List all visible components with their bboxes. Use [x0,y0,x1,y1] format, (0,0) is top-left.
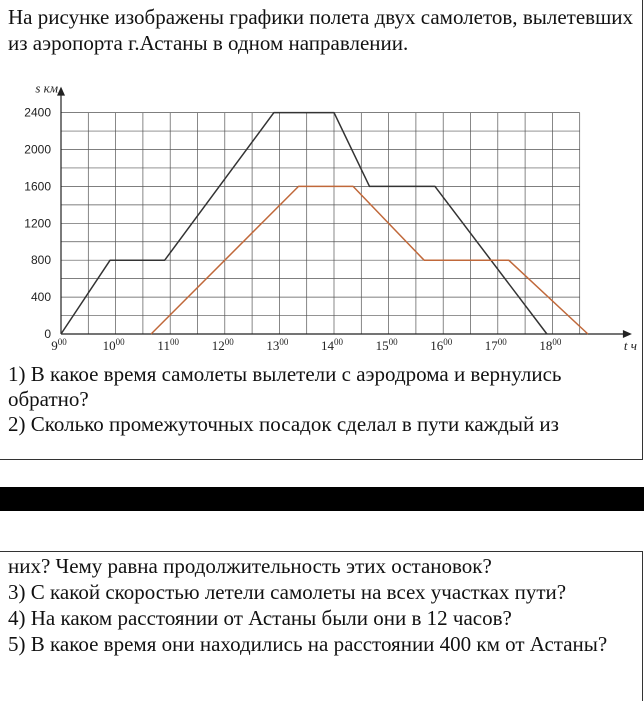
questions-top [8,362,633,437]
y-tick-label: 400 [30,290,51,305]
y-tick-label: 2000 [24,142,51,157]
y-tick-label: 1600 [24,179,51,194]
x-tick-label: $18^{00}$ [539,337,562,353]
y-axis-arrow [57,87,65,96]
x-tick-label: $10^{00}$ [102,337,125,353]
x-tick-label: $11^{00}$ [157,337,179,353]
x-tick-label: $15^{00}$ [375,337,398,353]
chart-labels [24,81,637,353]
y-tick-label: 0 [44,327,51,341]
x-tick-label: $17^{00}$ [484,337,507,353]
x-axis-arrow [623,330,632,338]
chart-grid [61,113,580,334]
question-1: 1) В какое время самолеты вылетели с аэродрома и вернулись обратно? [8,362,562,411]
questions-bottom [8,553,638,657]
black-divider [0,487,644,511]
intro-text: На рисунке изображены графики полета двух самолетов, вылетевших из аэропорта г.Астаны в одном направлении. [8,5,633,55]
flight-chart [0,80,644,360]
x-axis-label: t ч [623,338,637,353]
y-tick-label: 1200 [24,216,51,231]
x-tick-label: $14^{00}$ [321,337,343,353]
question-5: 5) В какое время они находились на расстоянии 400 км от Астаны? [8,632,608,656]
x-tick-label: $9^{00}$ [51,337,67,353]
question-2-start: 2) Сколько промежуточных посадок сделал в пути каждый из [8,412,559,436]
x-tick-label: $16^{00}$ [430,337,453,353]
x-tick-label: $12^{00}$ [211,337,234,353]
question-4: 4) На каком расстоянии от Астаны были они в 12 часов? [8,606,512,630]
x-tick-label: $13^{00}$ [266,337,289,353]
y-tick-label: 800 [30,253,51,268]
question-3: 3) С какой скоростью летели самолеты на всех участках пути? [8,580,567,604]
y-tick-label: 2400 [24,105,51,120]
y-axis-label: s км [35,80,58,96]
question-2-end: них? Чему равна продолжительность этих остановок? [8,554,492,578]
